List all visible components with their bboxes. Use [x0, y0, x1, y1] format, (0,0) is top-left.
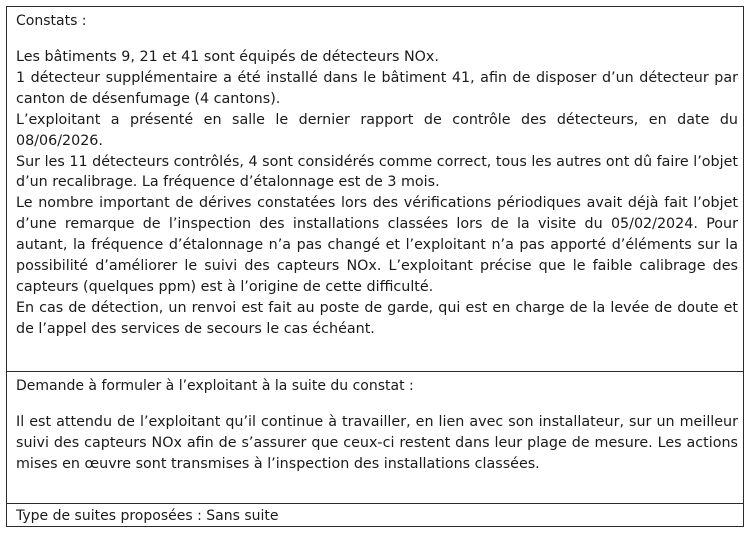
demande-section	[7, 371, 743, 503]
constats-line: Sur les 11 détecteurs contrôlés, 4 sont considérés comme correct, tous les autres ont dû faire l’objet d’un recalibrage. La fréquence d’étalonnage est de 3 mois.	[16, 153, 738, 191]
constats-body	[16, 47, 738, 340]
demande-body: Il est attendu de l’exploitant qu’il continue à travailler, en lien avec son installateur, sur un meilleur suivi des capteurs NOx afin de s’assurer que ceux-ci restent dans leur plage de mesure. Les actions mises en œuvre sont transmises à l’inspection des installations classées.	[16, 414, 738, 472]
constats-line: Les bâtiments 9, 21 et 41 sont équipés de détecteurs NOx.	[16, 49, 439, 65]
constats-line: 1 détecteur supplémentaire a été installé dans le bâtiment 41, afin de disposer d’un détecteur par canton de désenfumage (4 cantons).	[16, 69, 738, 107]
suites-label: Type de suites proposées :	[16, 508, 202, 524]
demande-heading: Demande à formuler à l’exploitant à la suite du constat :	[16, 378, 414, 394]
inspection-table	[6, 6, 744, 527]
suites-value: Sans suite	[206, 508, 279, 524]
constats-line: En cas de détection, un renvoi est fait au poste de garde, qui est en charge de la levée de doute et de l’appel des services de secours le cas échéant.	[16, 299, 738, 337]
constats-line: Le nombre important de dérives constatées lors des vérifications périodiques avait déjà fait l’objet d’une remarque de l’inspection des installations classées lors de la visite du 05/02/2024. Pour autant, la fréquence d’étalonnage n’a pas changé et l’exploitant n’a pas apporté d’éléments sur la possibilité d’améliorer le suivi des capteurs NOx. L’exploitant précise que le faible calibrage des capteurs (quelques ppm) est à l’origine de cette difficulté.	[16, 195, 738, 295]
suites-section	[7, 503, 743, 528]
constats-line: L’exploitant a présenté en salle le dernier rapport de contrôle des détecteurs, en date du 08/06/2026.	[16, 111, 738, 149]
suites-row	[16, 506, 738, 526]
constats-section	[7, 7, 743, 370]
constats-heading: Constats :	[16, 13, 87, 29]
